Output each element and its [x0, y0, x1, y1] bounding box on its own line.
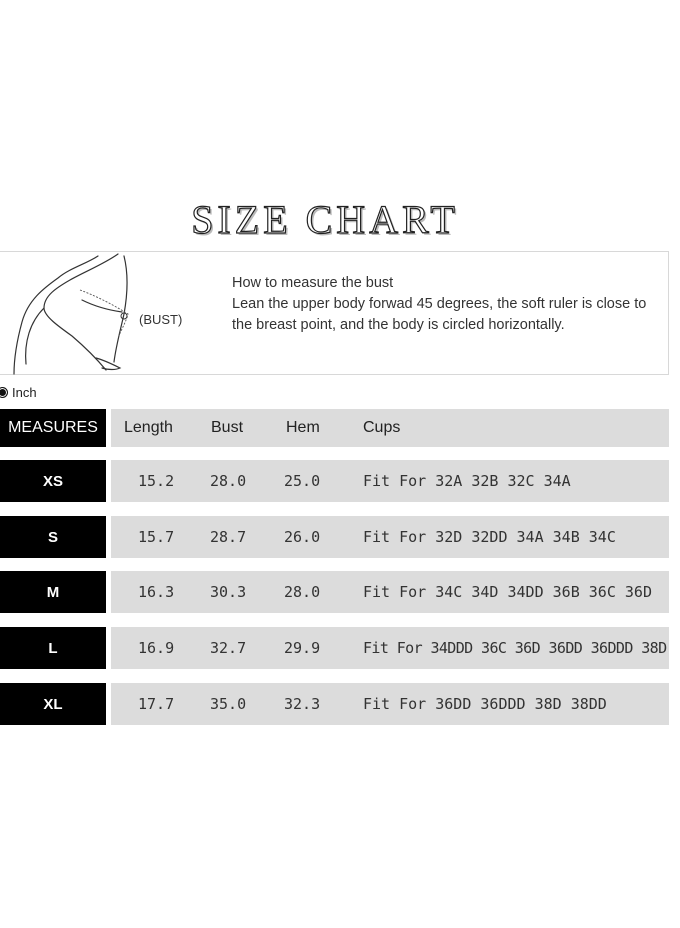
cups-cell: Fit For 36DD 36DDD 38D 38DD	[363, 695, 607, 713]
bust-label: (BUST)	[139, 312, 183, 327]
hem-cell: 29.9	[284, 639, 321, 657]
length-cell: 16.3	[138, 583, 175, 601]
bust-measurement-illustration	[0, 252, 140, 376]
radio-selected-icon[interactable]	[0, 387, 8, 398]
size-label: S	[0, 516, 106, 558]
bust-cell: 28.7	[210, 528, 247, 546]
length-cell: 15.7	[138, 528, 175, 546]
table-row	[111, 627, 669, 669]
bust-measure-guide	[0, 251, 669, 375]
length-cell: 15.2	[138, 472, 175, 490]
size-label: M	[0, 571, 106, 613]
table-row	[111, 516, 669, 558]
size-label: XL	[0, 683, 106, 725]
guide-instructions: Lean the upper body forwad 45 degrees, the soft ruler is close to the breast point, and the body is circled horizontally.	[232, 296, 647, 333]
header-length: Length	[124, 419, 173, 436]
hem-cell: 28.0	[284, 583, 321, 601]
bust-cell: 35.0	[210, 695, 247, 713]
size-label: L	[0, 627, 106, 669]
header-cups: Cups	[363, 419, 401, 436]
table-row	[111, 460, 669, 502]
hem-cell: 26.0	[284, 528, 321, 546]
guide-heading: How to measure the bust	[232, 275, 394, 291]
bust-cell: 32.7	[210, 639, 247, 657]
header-bust: Bust	[211, 419, 244, 436]
hem-cell: 32.3	[284, 695, 321, 713]
bust-cell: 30.3	[210, 583, 247, 601]
header-row	[111, 409, 669, 447]
cups-cell: Fit For 34C 34D 34DD 36B 36C 36D	[363, 583, 652, 601]
unit-selector[interactable]	[0, 385, 37, 400]
guide-text	[232, 273, 652, 336]
size-label: XS	[0, 460, 106, 502]
cups-cell: Fit For 32D 32DD 34A 34B 34C	[363, 528, 616, 546]
bust-cell: 28.0	[210, 472, 247, 490]
cups-cell: Fit For 34DDD 36C 36D 36DD 36DDD 38D	[363, 639, 667, 657]
hem-cell: 25.0	[284, 472, 321, 490]
table-row	[111, 683, 669, 725]
table-row	[111, 571, 669, 613]
unit-label: Inch	[12, 385, 37, 400]
cups-cell: Fit For 32A 32B 32C 34A	[363, 472, 571, 490]
header-measures: MEASURES	[0, 409, 106, 447]
length-cell: 17.7	[138, 695, 175, 713]
header-hem: Hem	[286, 419, 320, 436]
size-chart-title: SIZE CHART	[191, 197, 459, 242]
length-cell: 16.9	[138, 639, 175, 657]
